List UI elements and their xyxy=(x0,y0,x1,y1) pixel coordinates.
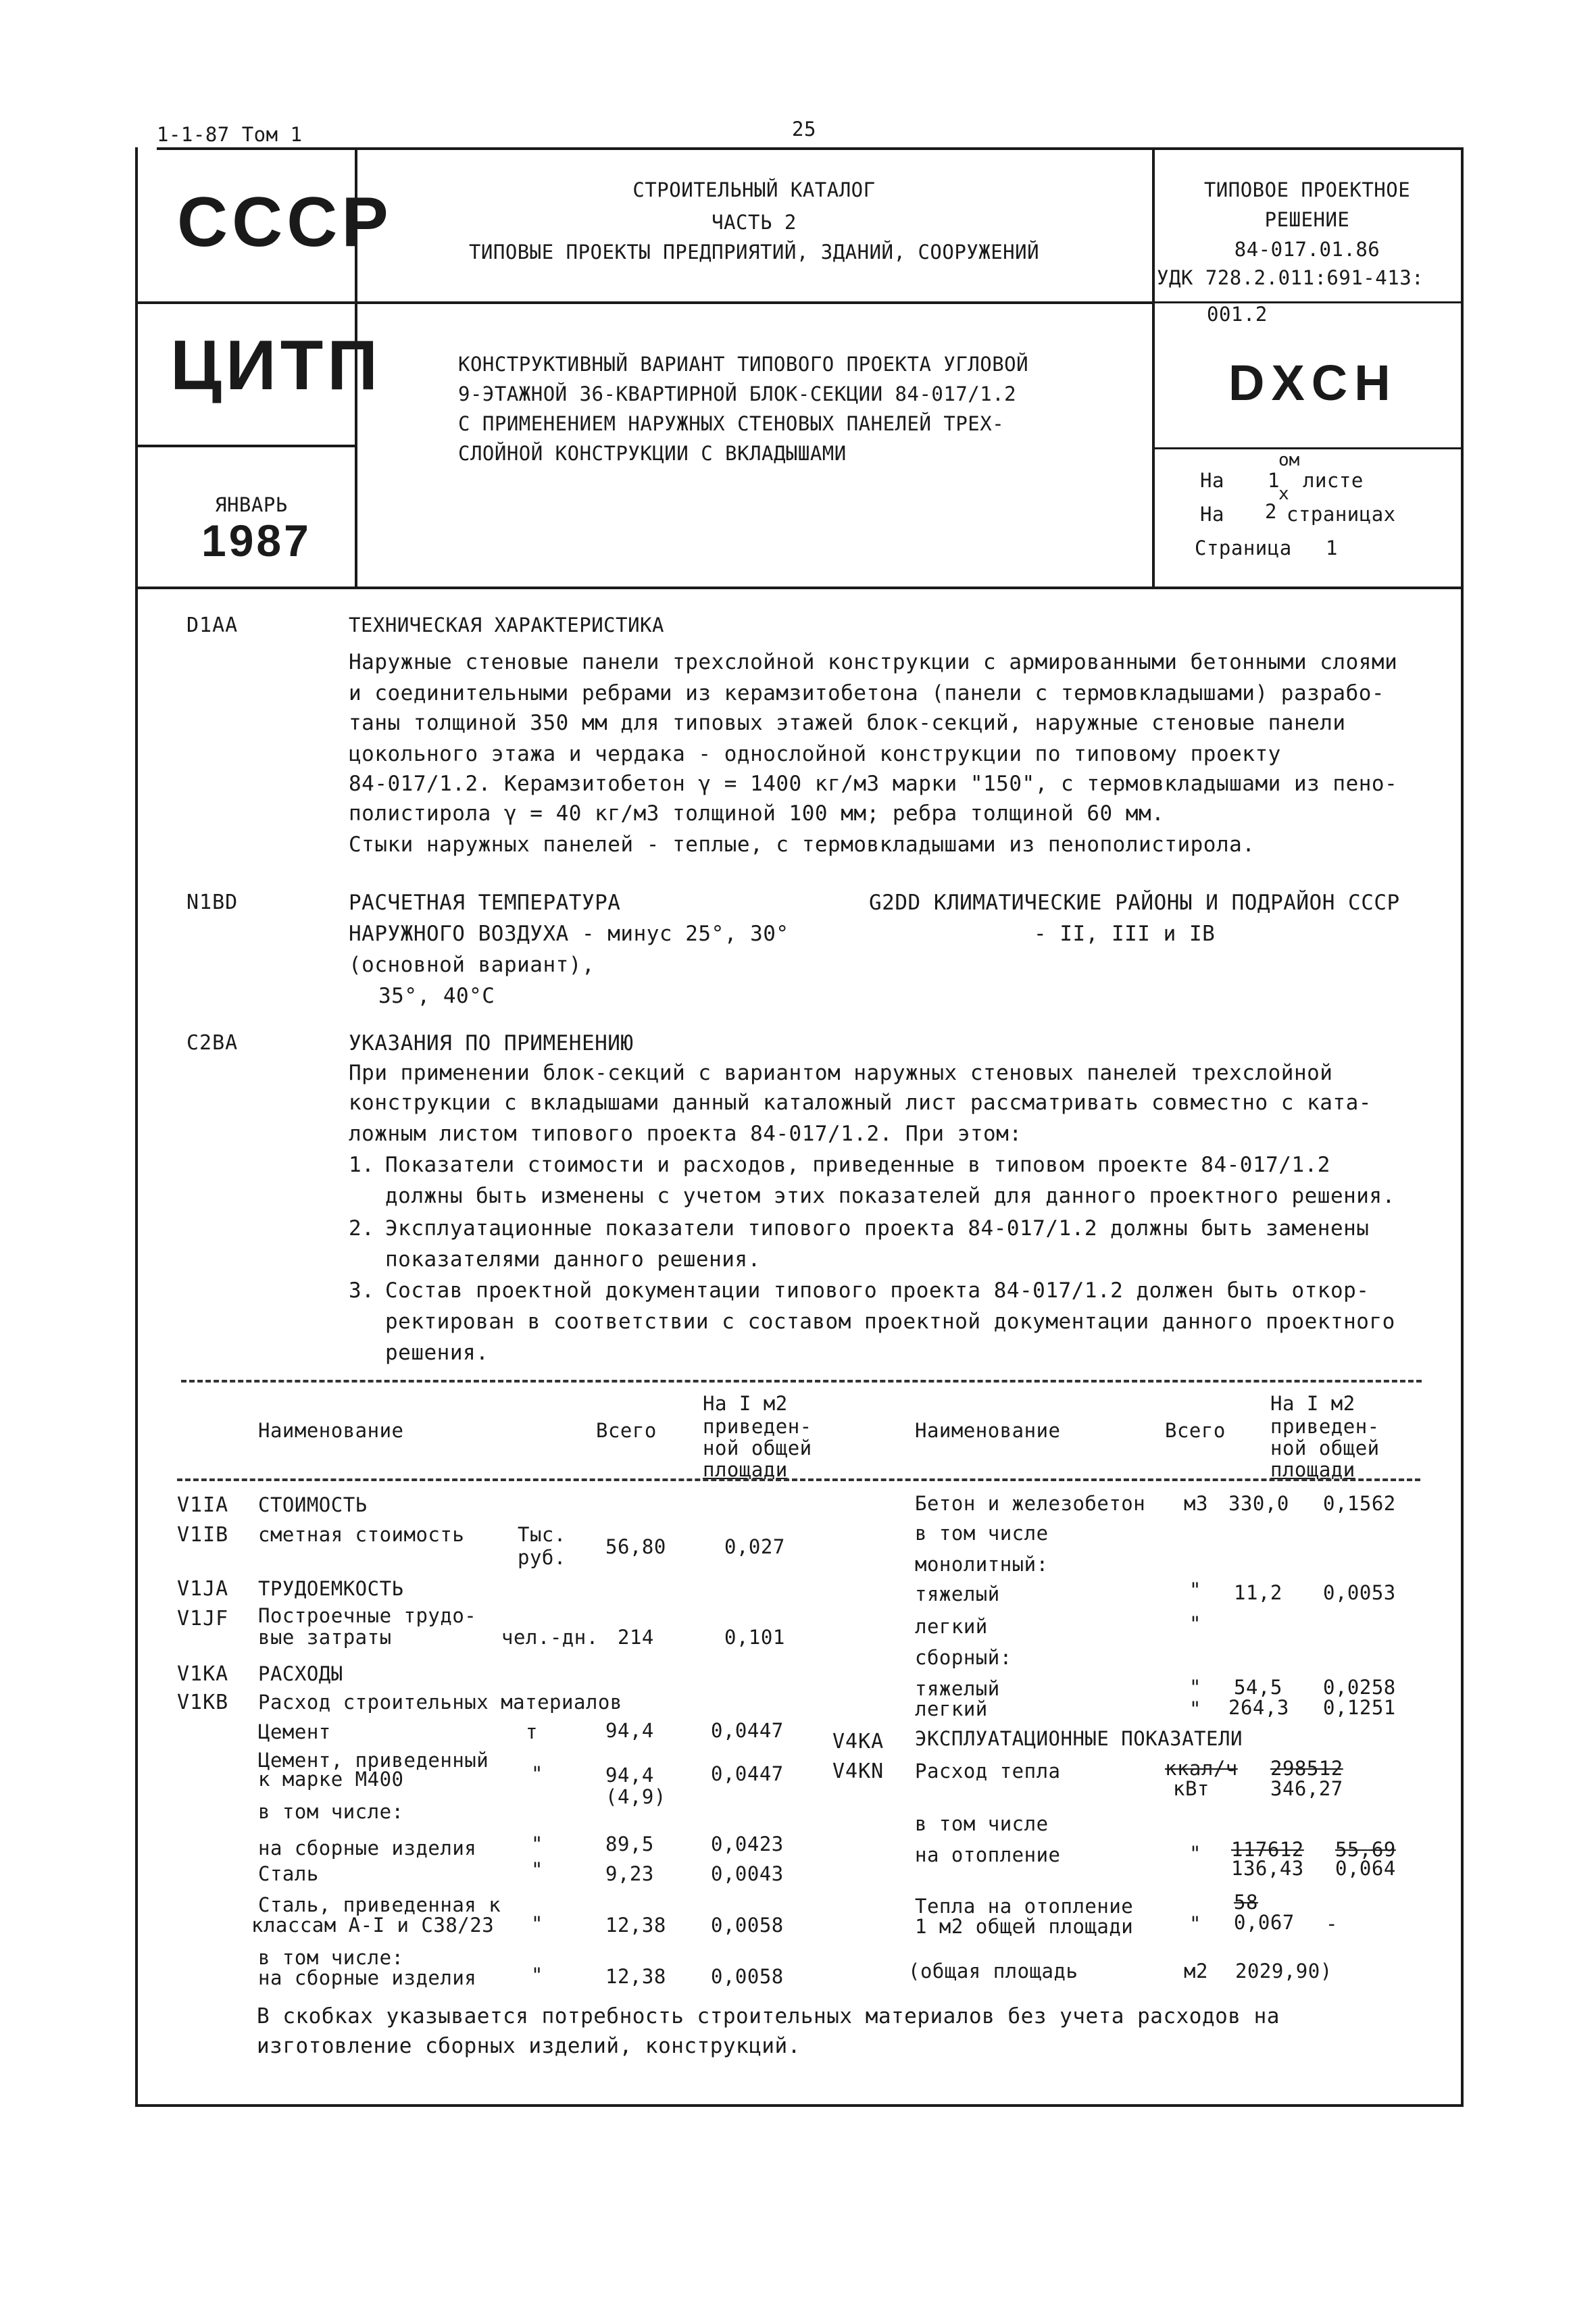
volume-label: 1-1-87 Том 1 xyxy=(157,123,303,146)
temp-line-3: (основной вариант), xyxy=(349,953,595,977)
frame-left xyxy=(135,147,138,2107)
project-title-line-2: 9-ЭТАЖНОЙ 36-КВАРТИРНОЙ БЛОК-СЕКЦИИ 84-017/1.2 xyxy=(458,382,1017,405)
hdr-per-left-1: На I м2 xyxy=(703,1392,788,1415)
row-total-heat-2: 346,27 xyxy=(1270,1777,1343,1800)
row-unit-steel-prefab: " xyxy=(531,1964,543,1987)
catalog-code: DXCH xyxy=(1228,355,1397,411)
tech-text-line-7: Стыки наружных панелей - теплые, с термовкладышами из пенополистирола. xyxy=(349,832,1255,857)
row-per-heating-2: 0,064 xyxy=(1335,1857,1396,1880)
row-total-steel-class: 12,38 xyxy=(605,1914,666,1937)
row-name-concrete: Бетон и железобетон xyxy=(915,1492,1146,1515)
hdr-per-right-1: На I м2 xyxy=(1270,1392,1355,1415)
row-name-operational: ЭКСПЛУАТАЦИОННЫЕ ПОКАЗАТЕЛИ xyxy=(915,1727,1243,1750)
udk-code: УДК 728.2.011:691-413: xyxy=(1157,266,1424,289)
row-name-incl-2-1: в том числе: xyxy=(258,1946,404,1969)
row-unit-heat-per-m2: " xyxy=(1189,1912,1201,1935)
row-code-v1kb: V1KB xyxy=(177,1691,229,1714)
row-code-v4ka: V4KA xyxy=(832,1730,884,1753)
row-total-steel: 9,23 xyxy=(605,1862,654,1885)
usage-item-3-line-1: Состав проектной документации типового проекта 84-017/1.2 должен быть откор- xyxy=(385,1278,1370,1303)
usage-item-1-line-1: Показатели стоимости и расходов, приведенные в типовом проекте 84-017/1.2 xyxy=(385,1153,1330,1177)
row-code-v1ib: V1IB xyxy=(177,1523,229,1547)
sheet-label: На xyxy=(1200,469,1224,492)
usage-item-2-line-1: Эксплуатационные показатели типового проекта 84-017/1.2 должны быть заменены xyxy=(385,1216,1370,1241)
issue-month: ЯНВАРЬ xyxy=(215,493,288,516)
row-per-estimate: 0,027 xyxy=(724,1535,785,1558)
tech-text-line-5: 84-017/1.2. Керамзитобетон γ = 1400 кг/м3 марки "150", с термовкладышами из пено- xyxy=(349,772,1398,796)
catalog-line-3: ТИПОВЫЕ ПРОЕКТЫ ПРЕДПРИЯТИЙ, ЗДАНИЙ, СООРУЖЕНИЙ xyxy=(468,241,1040,264)
usage-item-2-line-2: показателями данного решения. xyxy=(385,1247,761,1272)
sheet-sub: х xyxy=(1278,484,1289,504)
row-name-steel-class-1: Сталь, приведенная к xyxy=(258,1893,501,1916)
row-unit-light-prefab: " xyxy=(1189,1697,1201,1720)
row-code-v1ka: V1KA xyxy=(177,1662,229,1686)
hdr-per-left-3: ной общей xyxy=(703,1437,812,1460)
row-name-light-prefab: легкий xyxy=(915,1697,988,1720)
row-unit-heating: " xyxy=(1189,1842,1201,1865)
usage-item-2-num: 2. xyxy=(349,1216,375,1241)
usage-item-3-num: 3. xyxy=(349,1278,375,1303)
row-name-light-mono: легкий xyxy=(915,1615,988,1638)
sheet-sup: ом xyxy=(1278,450,1300,470)
tech-text-line-6: полистирола γ = 40 кг/м3 толщиной 100 мм; ребра толщиной 60 мм. xyxy=(349,801,1165,826)
climate-line-1: G2DD КЛИМАТИЧЕСКИЕ РАЙОНЫ И ПОДРАЙОН СССР xyxy=(869,891,1400,915)
row-total-prefab: 89,5 xyxy=(605,1833,654,1856)
row-code-v1ia: V1IA xyxy=(177,1493,229,1517)
usage-item-3-line-3: решения. xyxy=(385,1341,489,1365)
row-name-cement: Цемент xyxy=(258,1720,331,1743)
right-row-divider-1 xyxy=(1153,301,1462,303)
row-name-incl-r2: в том числе xyxy=(915,1812,1049,1835)
org-ussr: СССР xyxy=(177,183,393,262)
page-label: Страница xyxy=(1195,537,1292,559)
hdr-total-left: Всего xyxy=(596,1419,657,1442)
left-row-divider-1 xyxy=(135,301,356,304)
tech-text-line-1: Наружные стеновые панели трехслойной конструкции с армированными бетонными слоями xyxy=(349,650,1398,674)
row-name-materials: Расход строительных материалов xyxy=(258,1691,622,1714)
row-unit-light-mono: " xyxy=(1189,1612,1201,1635)
row-per-heavy-mono: 0,0053 xyxy=(1323,1581,1396,1604)
row-name-estimate: сметная стоимость xyxy=(258,1523,465,1546)
usage-item-1-line-2: должны быть изменены с учетом этих показателей для данного проектного решения. xyxy=(385,1184,1395,1208)
row-total-heavy-prefab: 54,5 xyxy=(1234,1676,1282,1699)
hdr-name-right: Наименование xyxy=(915,1419,1061,1442)
row-unit-concrete: м3 xyxy=(1184,1492,1208,1515)
hdr-name-left: Наименование xyxy=(258,1419,404,1442)
row-name-expenses: РАСХОДЫ xyxy=(258,1662,343,1685)
row-name-prefab-r: сборный: xyxy=(915,1646,1012,1669)
row-code-v4kn: V4KN xyxy=(832,1760,884,1783)
hdr-per-right-2: приведен- xyxy=(1270,1415,1380,1438)
project-title-line-1: КОНСТРУКТИВНЫЙ ВАРИАНТ ТИПОВОГО ПРОЕКТА УГЛОВОЙ xyxy=(458,353,1029,376)
usage-line-2: конструкции с вкладышами данный каталожный лист рассматривать совместно с ката- xyxy=(349,1091,1372,1115)
right-row-divider-2 xyxy=(1153,447,1462,449)
hdr-per-right-4: площади xyxy=(1270,1458,1355,1481)
row-total-light-prefab: 264,3 xyxy=(1228,1696,1289,1719)
row-name-total-area: (общая площадь xyxy=(908,1960,1078,1983)
usage-item-3-line-2: ректирован в соответствии с составом проектной документации данного проектного xyxy=(385,1310,1395,1334)
row-per-cement-m400: 0,0447 xyxy=(711,1762,784,1785)
row-unit-estimate-2: руб. xyxy=(518,1546,566,1569)
row-total-concrete: 330,0 xyxy=(1228,1492,1289,1515)
hdr-per-left-2: приведен- xyxy=(703,1415,812,1438)
row-name-heavy-mono: тяжелый xyxy=(915,1583,1000,1605)
usage-line-3: ложным листом типового проекта 84-017/1.2. При этом: xyxy=(349,1122,1022,1146)
page-value: 1 xyxy=(1326,537,1338,559)
pages-number: 2 xyxy=(1265,500,1277,523)
project-title-line-3: С ПРИМЕНЕНИЕМ НАРУЖНЫХ СТЕНОВЫХ ПАНЕЛЕЙ ТРЕХ- xyxy=(458,412,1005,435)
hdr-total-right: Всего xyxy=(1165,1419,1226,1442)
row-per-prefab: 0,0423 xyxy=(711,1833,784,1856)
section-code-n1bd: N1BD xyxy=(186,891,239,914)
row-name-steel: Сталь xyxy=(258,1862,319,1885)
row-unit-steel: " xyxy=(531,1858,543,1881)
row-per-steel-class: 0,0058 xyxy=(711,1914,784,1937)
row-total-heat-per-m2-2: 0,067 xyxy=(1234,1911,1295,1934)
table-header-dash xyxy=(177,1478,1420,1481)
udk-code-cont: 001.2 xyxy=(1207,303,1268,326)
solution-number: 84-017.01.86 xyxy=(1234,238,1380,261)
section-code-c2ba: C2BA xyxy=(186,1031,239,1055)
row-per-labor: 0,101 xyxy=(724,1626,785,1649)
row-name-heavy-prefab: тяжелый xyxy=(915,1677,1000,1700)
row-total-estimate: 56,80 xyxy=(605,1535,666,1558)
row-name-heat: Расход тепла xyxy=(915,1760,1061,1783)
tech-text-line-4: цокольного этажа и чердака - однослойной конструкции по типовому проекту xyxy=(349,742,1281,766)
temp-line-4: 35°, 40°С xyxy=(378,984,495,1008)
row-name-cost: СТОИМОСТЬ xyxy=(258,1493,368,1516)
frame-right xyxy=(1461,147,1464,2107)
row-unit-cement: т xyxy=(526,1720,538,1743)
row-name-heat-per-m2-1: Тепла на отопление xyxy=(915,1895,1134,1918)
solution-type-line-2: РЕШЕНИЕ xyxy=(1264,208,1350,231)
row-name-incl-r1: в том числе xyxy=(915,1522,1049,1545)
page-number: 25 xyxy=(792,118,816,141)
tech-text-line-3: таны толщиной 350 мм для типовых этажей блок-секций, наружные стеновые панели xyxy=(349,711,1346,735)
row-total-heating-1: 117612 xyxy=(1231,1838,1304,1861)
row-per-heavy-prefab: 0,0258 xyxy=(1323,1676,1396,1699)
row-unit-prefab: " xyxy=(531,1833,543,1856)
row-per-heat-per-m2: - xyxy=(1326,1912,1338,1935)
catalog-line-2: ЧАСТЬ 2 xyxy=(712,211,797,234)
row-total-total-area: 2029,90) xyxy=(1235,1960,1332,1983)
tech-text-line-2: и соединительными ребрами из керамзитобетона (панели с термовкладышами) разрабо- xyxy=(349,681,1385,705)
row-name-labor: ТРУДОЕМКОСТЬ xyxy=(258,1577,404,1600)
pages-word: страницах xyxy=(1287,503,1396,526)
row-unit-cement-m400: " xyxy=(531,1762,543,1785)
row-unit-heavy-prefab: " xyxy=(1189,1676,1201,1699)
header-bottom xyxy=(135,587,1464,589)
temp-line-1: РАСЧЕТНАЯ ТЕМПЕРАТУРА xyxy=(349,891,621,915)
row-total-heavy-mono: 11,2 xyxy=(1234,1581,1282,1604)
row-per-light-prefab: 0,1251 xyxy=(1323,1696,1396,1719)
row-name-monolithic: монолитный: xyxy=(915,1553,1049,1576)
row-total-cement-m400-2: (4,9) xyxy=(605,1785,666,1808)
mid-row-divider xyxy=(356,301,1153,304)
hdr-per-left-4: площади xyxy=(703,1458,788,1481)
row-unit-labor: чел.-дн. xyxy=(501,1626,599,1649)
catalog-line-1: СТРОИТЕЛЬНЫЙ КАТАЛОГ xyxy=(632,178,876,201)
row-per-cement: 0,0447 xyxy=(711,1719,784,1742)
section-title-tech: ТЕХНИЧЕСКАЯ ХАРАКТЕРИСТИКА xyxy=(349,614,664,637)
row-per-steel: 0,0043 xyxy=(711,1862,784,1885)
frame-bottom xyxy=(135,2104,1464,2107)
row-name-heating: на отопление xyxy=(915,1843,1061,1866)
row-name-incl-1: в том числе: xyxy=(258,1800,404,1823)
usage-line-1: При применении блок-секций с вариантом наружных стеновых панелей трехслойной xyxy=(349,1061,1333,1085)
row-unit-heat-1: ккал/ч xyxy=(1165,1757,1238,1780)
row-name-prefab: на сборные изделия xyxy=(258,1837,477,1860)
section-title-usage: УКАЗАНИЯ ПО ПРИМЕНЕНИЮ xyxy=(349,1031,634,1055)
row-code-v1jf: V1JF xyxy=(177,1607,229,1631)
row-total-steel-prefab: 12,38 xyxy=(605,1965,666,1988)
row-total-heating-2: 136,43 xyxy=(1231,1857,1304,1880)
row-name-labor-costs-2: вые затраты xyxy=(258,1626,392,1649)
usage-item-1-num: 1. xyxy=(349,1153,375,1177)
pages-label: На xyxy=(1200,503,1224,526)
row-unit-heat-2: кВт xyxy=(1173,1777,1210,1800)
issue-year: 1987 xyxy=(201,516,311,566)
footnote-line-2: изготовление сборных изделий, конструкций. xyxy=(257,2034,801,2058)
row-total-cement: 94,4 xyxy=(605,1719,654,1742)
row-name-incl-2-2: на сборные изделия xyxy=(258,1966,477,1989)
row-unit-total-area: м2 xyxy=(1184,1960,1208,1983)
row-unit-estimate-1: Тыс. xyxy=(518,1523,566,1546)
temp-line-2: НАРУЖНОГО ВОЗДУХА - минус 25°, 30° xyxy=(349,922,789,946)
hdr-per-right-3: ной общей xyxy=(1270,1437,1380,1460)
sheet-number: 1 xyxy=(1268,469,1280,492)
row-per-concrete: 0,1562 xyxy=(1323,1492,1396,1515)
section-code-d1aa: D1AA xyxy=(186,614,239,637)
row-code-v1ja: V1JA xyxy=(177,1577,229,1601)
row-name-heat-per-m2-2: 1 м2 общей площади xyxy=(915,1915,1134,1938)
frame-top xyxy=(157,147,1461,150)
left-row-divider-2 xyxy=(135,445,356,447)
row-name-steel-class-2: классам А-I и С38/23 xyxy=(251,1914,495,1937)
climate-line-2: - II, III и IВ xyxy=(1034,922,1216,946)
row-total-cement-m400-1: 94,4 xyxy=(605,1764,654,1787)
sheet-word: листе xyxy=(1303,469,1364,492)
row-unit-heavy-mono: " xyxy=(1189,1578,1201,1601)
row-name-cement-m400-2: к марке М400 xyxy=(258,1768,404,1791)
solution-type-line-1: ТИПОВОЕ ПРОЕКТНОЕ xyxy=(1203,178,1411,201)
row-total-labor: 214 xyxy=(618,1626,654,1649)
row-total-heat-1: 298512 xyxy=(1270,1757,1343,1780)
row-per-steel-prefab: 0,0058 xyxy=(711,1965,784,1988)
row-unit-steel-class: " xyxy=(531,1912,543,1935)
row-total-heat-per-m2-1: 58 xyxy=(1234,1891,1258,1914)
row-name-labor-costs-1: Построечные трудо- xyxy=(258,1604,477,1627)
project-title-line-4: СЛОЙНОЙ КОНСТРУКЦИИ С ВКЛАДЫШАМИ xyxy=(458,442,847,465)
org-citp: ЦИТП xyxy=(170,326,382,405)
row-name-cement-m400-1: Цемент, приведенный xyxy=(258,1749,489,1772)
footnote-line-1: В скобках указывается потребность строительных материалов без учета расходов на xyxy=(257,2004,1280,2028)
table-top-dash xyxy=(181,1380,1422,1383)
row-per-heating-1: 55,69 xyxy=(1335,1838,1396,1861)
